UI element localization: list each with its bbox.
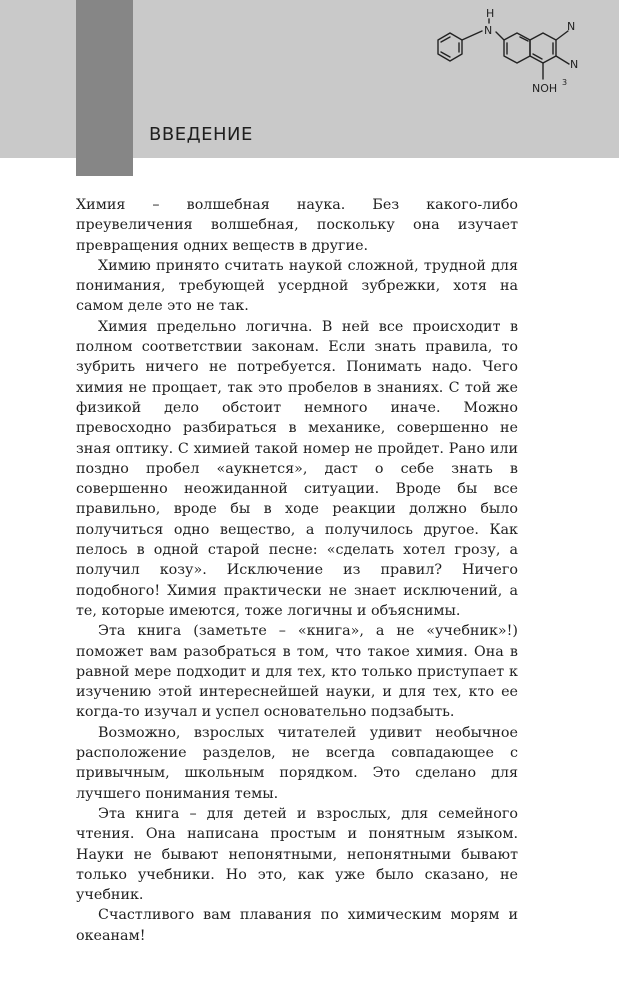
paragraph-2: Химию принято считать наукой сложной, трудной для понимания, требующей усердной зубрежки, хотя на самом деле это не так. [76,257,518,315]
molecule-label-n-right: N [570,58,579,71]
molecule-label-n-amine: N [484,24,493,37]
paragraph-6: Эта книга – для детей и взрослых, для семейного чтения. Она написана простым и понятным языком. Науки не бывают непонятными, непонятными бывают только учебники. Но это, как уже было сказано, не учебник. [76,805,518,904]
paragraph-5: Возможно, взрослых читателей удивит необычное расположение разделов, не всегда совпадающее с привычным, школьным порядком. Это сделано для лучшего понимания темы. [76,724,518,802]
naphthalene-left-ring [504,33,530,63]
accent-bar [76,0,133,176]
paragraph-3: Химия предельно логична. В ней все происходит в полном соответствии законам. Если знать правила, то зубрить ничего не потребуется. Понимать надо. Чего химия не прощает, так это пробелов в знаниях. С той же физикой дело обстоит немного иначе. Можно превосходно разбираться в механике, совершенно не зная оптику. С химией такой номер не пройдет. Рано или поздно пробел «аукнется», даст о себе знать в совершенно неожиданной ситуации. Вроде бы все правильно, вроде бы в ходе реакции должно было получиться одно вещество, а получилось другое. Как пелось в одной старой песне: «сделать хотел грозу, а получил козу». Исключение из правил? Ничего подобного! Химия практически не знает исключений, а те, которые имеются, тоже логичны и объяснимы. [76,318,518,619]
molecule-label-noh-subscript: 3 [562,78,568,87]
paragraph-1: Химия – волшебная наука. Без какого-либо преувеличения волшебная, поскольку она изучает превращения одних веществ в другие. [76,197,518,254]
paragraph-7: Счастливого вам плавания по химическим морям и океанам! [76,907,518,944]
molecule-label-n-top: N [567,20,576,33]
body-text [76,195,518,946]
molecule-label-h: H [486,7,495,20]
paragraph-4: Эта книга (заметьте – «книга», а не «учебник»!) поможет вам разобраться в том, что такое химия. Она в равной мере подходит и для тех, кто только приступает к изучению этой интереснейшей науки, и для тех, кто ее когда-то изучал и успел основательно подзабыть. [76,623,518,721]
molecule-label-noh: NOH [532,82,558,95]
chapter-title: ВВЕДЕНИЕ [149,124,253,145]
molecule-diagram [424,4,614,104]
naphthalene-right-ring [530,33,556,63]
